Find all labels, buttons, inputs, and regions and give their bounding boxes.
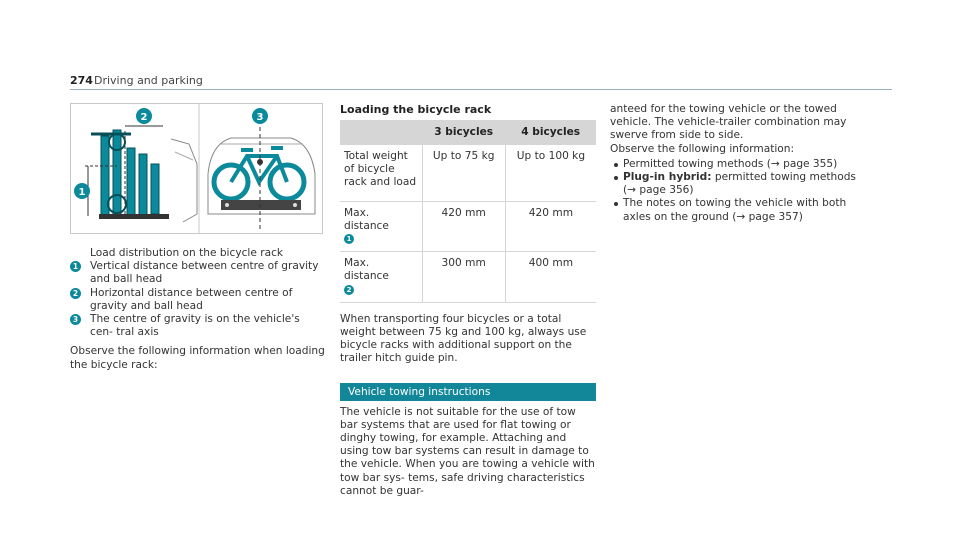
row-label [340, 145, 422, 201]
value-4-bicycles: 420 mm [505, 201, 596, 252]
legend-text: Vertical distance between centre of gravity and ball head [90, 260, 319, 286]
towing-text: The vehicle is not suitable for the use of tow bar systems that are used for flat towing or dinghy towing, for example. Attaching and using tow bar systems can result in damage to the vehicle. When you are towing a vehicle with tow bar sys- tems, safe driving characteristics cannot be guar- [340, 405, 595, 497]
bullet-bold: Plug-in hybrid: [623, 171, 712, 184]
table-header-row [340, 120, 596, 145]
list-item [610, 197, 870, 223]
observe-towing-text: Observe the following information: [610, 142, 795, 155]
right-column [610, 103, 870, 224]
observe-loading-text: Observe the following information when loading the bicycle rack: [70, 345, 325, 371]
row-label-text: Max. distance [344, 257, 389, 283]
page-header [70, 74, 892, 90]
row-number: 1 [344, 234, 354, 244]
middle-column [340, 103, 596, 498]
section-title: Driving and parking [94, 74, 203, 87]
callout-3: 3 [256, 112, 264, 123]
value-3-bicycles: 300 mm [422, 252, 505, 303]
legend-item-2 [70, 287, 325, 313]
row-label [340, 201, 422, 252]
transport-text: When transporting four bicycles or a total weight between 75 kg and 100 kg, always use bicycle racks with additional support on the trailer hitch guide pin. [340, 312, 587, 365]
callout-1: 1 [78, 187, 86, 198]
loading-table [340, 120, 596, 303]
list-item [610, 171, 870, 197]
value-4-bicycles: Up to 100 kg [505, 145, 596, 201]
row-label-text: Max. distance [344, 206, 389, 232]
row-label-text: Total weight of bicycle rack and load [344, 150, 417, 189]
legend-item-3 [70, 313, 325, 339]
value-3-bicycles: 420 mm [422, 201, 505, 252]
legend-number: 2 [70, 288, 81, 299]
value-3-bicycles: Up to 75 kg [422, 145, 505, 201]
table-header-4-bicycles: 4 bicycles [505, 120, 596, 145]
table-row [340, 145, 596, 201]
table-header-3-bicycles: 3 bicycles [422, 120, 505, 145]
towing-heading: Vehicle towing instructions [340, 383, 596, 401]
table-row [340, 252, 596, 303]
bullet-text: Permitted towing methods (→ page 355) [623, 157, 838, 170]
figure-caption: Load distribution on the bicycle rack [90, 247, 284, 259]
bullet-text: permitted towing methods (→ page 356) [623, 171, 856, 197]
towing-bullet-list [610, 158, 870, 224]
list-item [610, 158, 870, 171]
legend-number: 1 [70, 261, 81, 272]
table-row [340, 201, 596, 252]
value-4-bicycles: 400 mm [505, 252, 596, 303]
legend-item-1 [70, 260, 325, 286]
table-title: Loading the bicycle rack [340, 103, 492, 116]
row-number: 2 [344, 285, 354, 295]
bicycle-rack-drawing [71, 104, 323, 234]
legend-number: 3 [70, 314, 81, 325]
bullet-text: The notes on towing the vehicle with both axles on the ground (→ page 357) [623, 197, 847, 223]
left-column [70, 247, 325, 372]
callout-2: 2 [140, 112, 148, 123]
table-header-blank [340, 120, 422, 145]
legend-text: Horizontal distance between centre of gravity and ball head [90, 286, 293, 312]
continued-text: anteed for the towing vehicle or the towed vehicle. The vehicle-trailer combination may swerve from side to side. [610, 103, 847, 142]
page-number: 274 [70, 74, 93, 87]
legend-text: The centre of gravity is on the vehicle's cen- tral axis [90, 313, 300, 339]
row-label [340, 252, 422, 303]
bicycle-rack-illustration [70, 103, 323, 234]
